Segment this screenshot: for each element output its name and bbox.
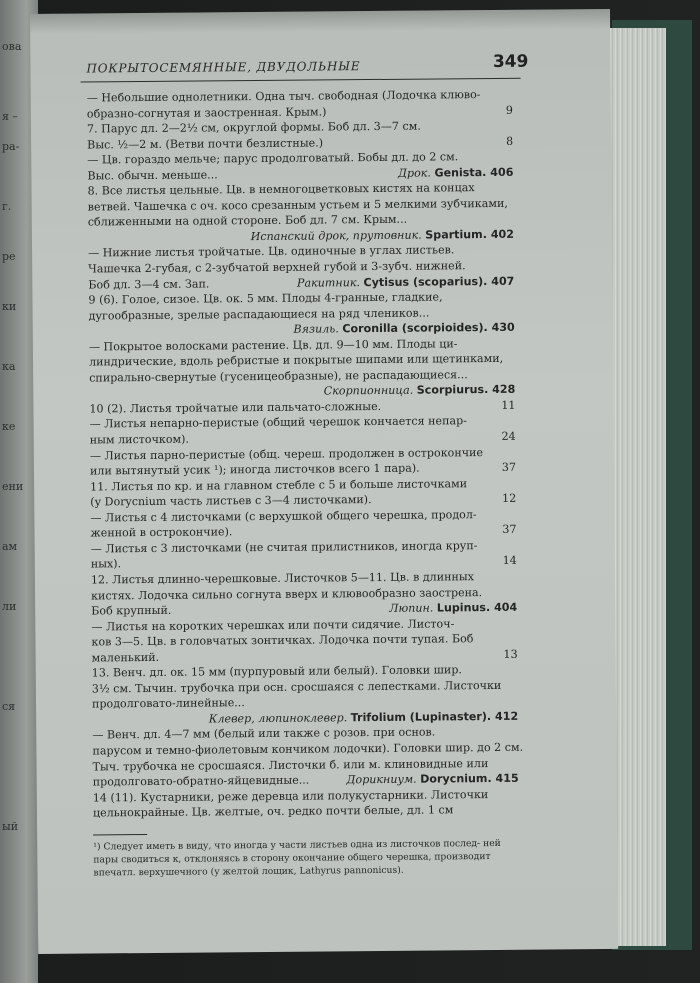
reference-number: 37 bbox=[502, 523, 517, 537]
line-text: 10 (2). Листья тройчатые или пальчато-сложные. bbox=[89, 399, 382, 416]
line-text: маленький. bbox=[91, 650, 160, 665]
running-title: ПОКРЫТОСЕМЯННЫЕ, ДВУДОЛЬНЫЕ bbox=[86, 59, 361, 76]
line-text: ветвей. Чашечка с оч. косо срезанным устьем и 5 мелкими зубчиками, bbox=[87, 196, 508, 214]
genus-name: Genista. 406 bbox=[434, 165, 514, 180]
line-text: Выс. ½—2 м. (Ветви почти безлистные.) bbox=[87, 136, 324, 152]
taxon-label bbox=[324, 382, 516, 399]
genus-name: Trifolium (Lupinaster). 412 bbox=[350, 709, 519, 725]
line-text: сближенными на одной стороне. Боб дл. 7 см. Крым... bbox=[87, 213, 408, 229]
line-text: 14 (11). Кустарники, реже деревца или полукустарники. Листочки bbox=[92, 787, 489, 805]
line-text: цельнокрайные. Цв. желтые, оч. редко почти белые, дл. 1 см bbox=[92, 803, 454, 820]
line-text: (у Dorycnium часть листьев с 3—4 листочками). bbox=[90, 493, 372, 509]
footnote-rule bbox=[93, 834, 147, 835]
line-text: продолговато-линейные... bbox=[91, 696, 245, 711]
taxon-label bbox=[398, 165, 514, 182]
left-page-fragment: ра- bbox=[2, 140, 20, 153]
line-text: ков 3—5. Цв. в головчатых зонтичках. Лодочка почти тупая. Боб bbox=[91, 632, 474, 649]
genus-name: Lupinus. 404 bbox=[436, 600, 518, 615]
line-text: Боб крупный. bbox=[91, 603, 172, 618]
line-text: дугообразные, зрелые распадающиеся на ряд члеников... bbox=[88, 306, 430, 323]
left-page-fragment: ый bbox=[2, 820, 19, 833]
key-text bbox=[86, 87, 524, 821]
left-page-fragment: г. bbox=[2, 200, 12, 213]
left-page-fragment: ке bbox=[2, 420, 16, 433]
line-text: 12. Листья длинно-черешковые. Листочков 5—11. Цв. в длинных bbox=[90, 570, 475, 587]
reference-number: 11 bbox=[501, 398, 516, 412]
line-text: образно-согнутая и заостренная. Крым.) bbox=[86, 104, 327, 121]
line-text: ным листочком). bbox=[89, 432, 190, 447]
left-page-fragment: ени bbox=[2, 480, 24, 493]
line-text: кистях. Лодочка сильно согнута вверх и клювообразно заострена. bbox=[91, 585, 483, 602]
line-text: 8. Все листья цельные. Цв. в немногоцветковых кистях на концах bbox=[87, 181, 475, 198]
line-text: 13. Венч. дл. ок. 15 мм (пурпуровый или белый). Головки шир. bbox=[91, 663, 462, 680]
line-text: — Покрытое волосками растение. Цв. дл. 9—10 мм. Плоды ци- bbox=[88, 337, 458, 354]
running-header bbox=[80, 51, 529, 83]
genus-name: Coronilla (scorpioides). 430 bbox=[342, 320, 515, 336]
line-text: женной в острокончие). bbox=[90, 525, 233, 540]
line-text: 3½ см. Тычин. трубочка при осн. сросшаяся с лепестками. Листочки bbox=[91, 678, 502, 696]
left-page-fragment: я – bbox=[2, 110, 18, 123]
common-name: Клевер, люпиноклевер. bbox=[208, 711, 351, 726]
left-page-fragment: ам bbox=[2, 540, 18, 553]
footnote: ¹) Следует иметь в виду, что иногда у части листьев одна из листочков послед- ней пары сводиться к, отклоняясь в сторону окончание общего черешка, производит впечатл. верхушечного (у желтой лощик, Lathyrus pannonicus). bbox=[93, 837, 501, 879]
line-text: или вытянутый усик ¹); иногда листочков всего 1 пара). bbox=[89, 461, 420, 478]
line-text: — Листья непарно-перистые (общий черешок кончается непар- bbox=[89, 414, 467, 431]
line-text: 11. Листья по кр. и на главном стебле с 5 и больше листочками bbox=[90, 476, 468, 494]
text-line bbox=[93, 802, 519, 821]
genus-name: Scorpiurus. 428 bbox=[416, 383, 516, 398]
left-page-fragment: ка bbox=[2, 360, 16, 373]
common-name: Ракитник. bbox=[296, 275, 364, 290]
line-text: 9 (6). Голое, сизое. Цв. ок. 5 мм. Плоды 4-гранные, гладкие, bbox=[88, 290, 443, 307]
line-text: парусом и темно-фиолетовым кончиком лодочки). Головки шир. до 2 см. bbox=[92, 740, 524, 758]
reference-number: 24 bbox=[501, 429, 516, 443]
line-text: Чашечка 2-губая, с 2-зубчатой верхней губой и 3-зубч. нижней. bbox=[88, 259, 466, 276]
common-name: Люпин. bbox=[389, 601, 437, 615]
line-text: — Нижние листья тройчатые. Цв. одиночные в углах листьев. bbox=[88, 243, 455, 260]
common-name: Испанский дрок, прутовник. bbox=[250, 228, 426, 244]
line-text: Выс. обычн. меньше... bbox=[87, 168, 218, 183]
left-page-fragment: ся bbox=[2, 700, 16, 713]
line-text: ных). bbox=[90, 557, 122, 571]
taxon-label bbox=[346, 771, 518, 788]
reference-number: 13 bbox=[503, 647, 518, 661]
genus-name: Dorycnium. 415 bbox=[420, 771, 519, 786]
reference-number: 14 bbox=[502, 554, 517, 568]
reference-number: 9 bbox=[505, 103, 513, 117]
book-page bbox=[30, 9, 618, 954]
left-page-fragment: ре bbox=[2, 250, 16, 263]
page-number: 349 bbox=[492, 51, 529, 72]
reference-number: 37 bbox=[501, 460, 517, 475]
common-name: Дрок. bbox=[397, 166, 435, 180]
left-page-fragment: ки bbox=[2, 300, 17, 313]
line-text: спирально-свернутые (гусеницеобразные), не распадающиеся... bbox=[89, 368, 468, 385]
line-text: — Листья парно-перистые (общ. череш. продолжен в острокончие bbox=[89, 445, 484, 463]
common-name: Дорикниум. bbox=[346, 772, 421, 787]
line-text: продолговато-обратно-яйцевидные... bbox=[92, 773, 310, 789]
common-name: Скорпионница. bbox=[323, 384, 417, 398]
line-text: — Листья с 3 листочками (не считая прилистников, иногда круп- bbox=[90, 538, 478, 556]
left-page-fragment: ли bbox=[2, 600, 17, 613]
line-text: — Листья на коротких черешках или почти сидячие. Листоч- bbox=[91, 616, 455, 634]
reference-number: 8 bbox=[506, 134, 514, 148]
genus-name: Spartium. 402 bbox=[425, 227, 514, 242]
line-text: линдрические, вдоль ребристые и покрытые шипами или щетинками, bbox=[88, 352, 504, 369]
taxon-label bbox=[389, 600, 517, 617]
genus-name: Cytisus (scoparius). 407 bbox=[363, 274, 515, 289]
line-text: 7. Парус дл. 2—2½ см, округлой формы. Боб дл. 3—7 см. bbox=[86, 119, 421, 136]
line-text: — Листья с 4 листочками (с верхушкой общего черешка, продол- bbox=[90, 507, 477, 525]
line-text: Боб дл. 3—4 см. Зап. bbox=[88, 277, 210, 292]
line-text: — Небольшие однолетники. Одна тыч. свободная (Лодочка клюво- bbox=[86, 88, 481, 105]
line-text: — Венч. дл. 4—7 мм (белый или также с розов. при основ. bbox=[92, 725, 436, 742]
common-name: Вязиль. bbox=[293, 322, 343, 336]
line-text: — Цв. гораздо мельче; парус продолговатый. Бобы дл. до 2 см. bbox=[87, 150, 459, 167]
reference-number: 12 bbox=[502, 491, 517, 506]
line-text: Тыч. трубочка не сросшаяся. Листочки б. или м. клиновидные или bbox=[92, 756, 489, 773]
left-page-fragment: ова bbox=[2, 40, 22, 53]
